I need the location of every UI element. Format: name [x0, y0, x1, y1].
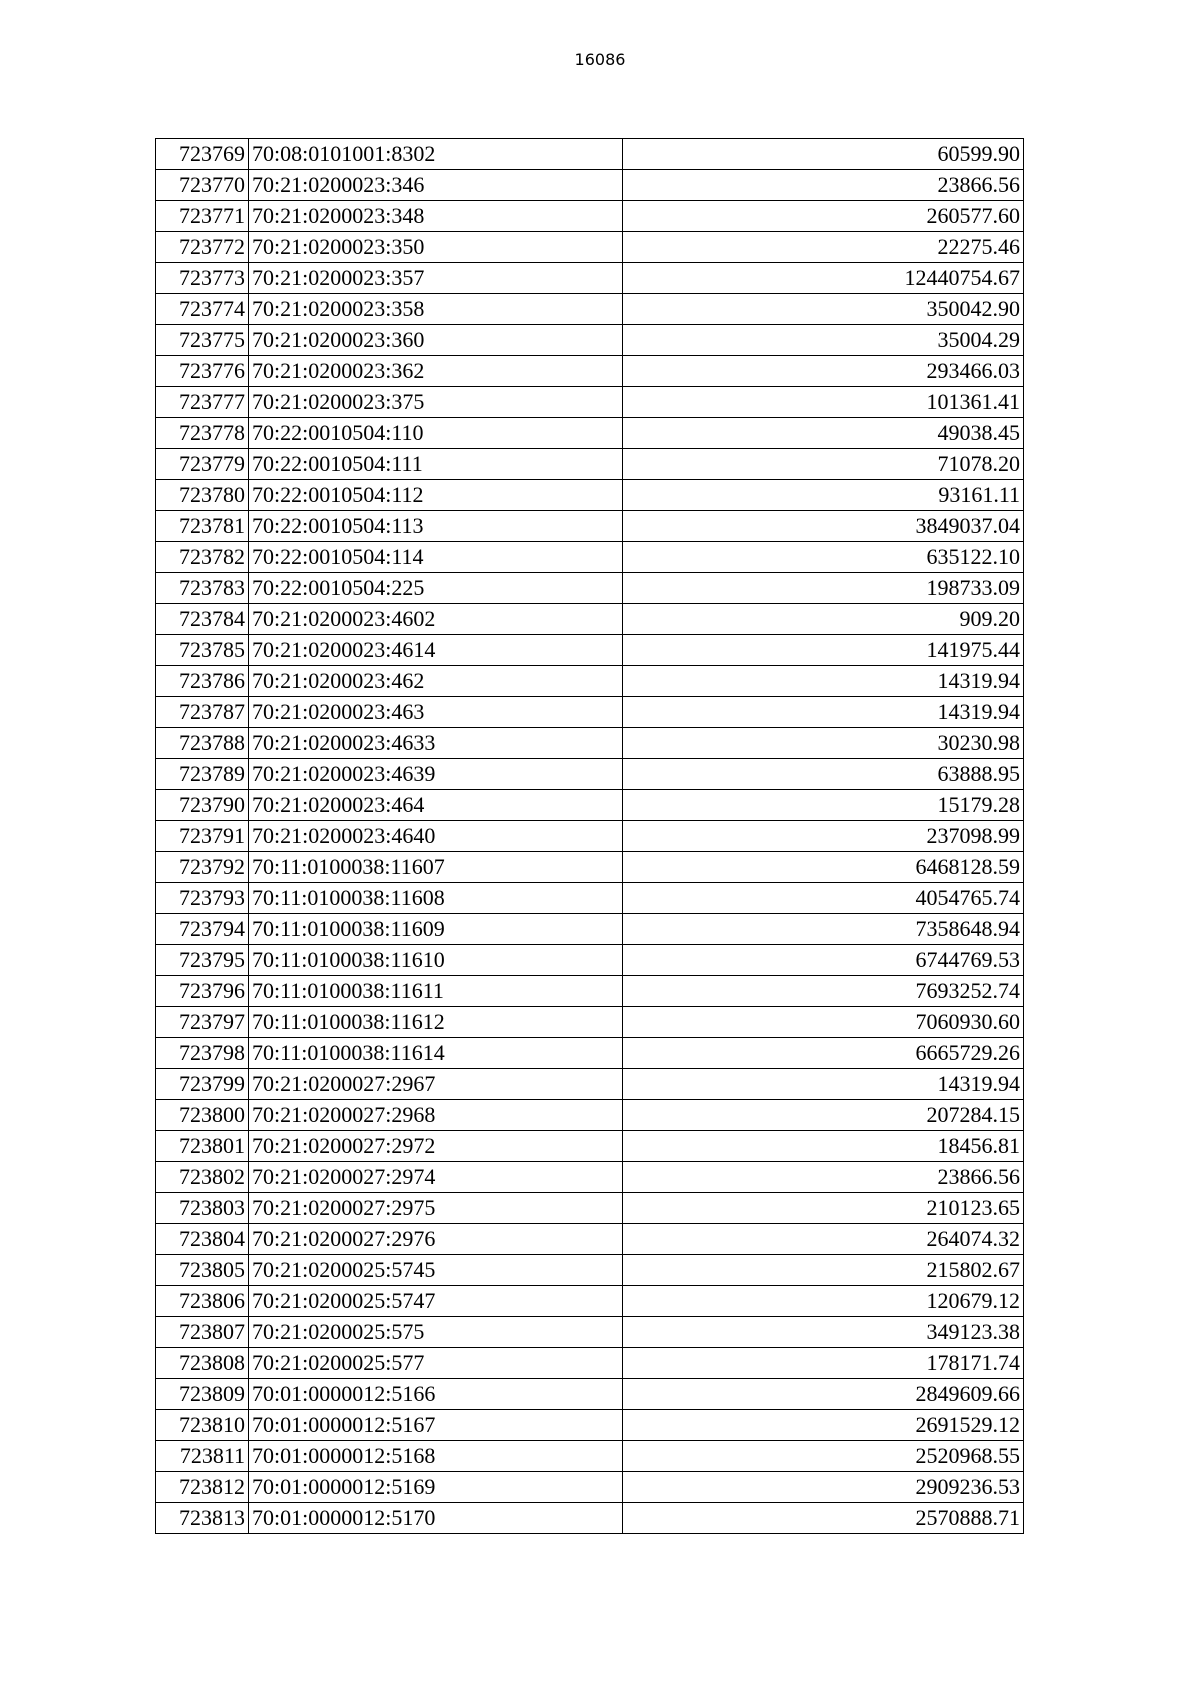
value-cell: 18456.81 [623, 1131, 1024, 1162]
table-row [156, 1162, 1024, 1193]
row-number-cell: 723791 [156, 821, 249, 852]
cadastral-number-cell: 70:21:0200023:360 [249, 325, 623, 356]
value-cell: 49038.45 [623, 418, 1024, 449]
value-cell: 71078.20 [623, 449, 1024, 480]
cadastral-number-cell: 70:21:0200023:375 [249, 387, 623, 418]
cadastral-number-cell: 70:11:0100038:11610 [249, 945, 623, 976]
row-number-cell: 723780 [156, 480, 249, 511]
table-row [156, 1441, 1024, 1472]
table-row [156, 728, 1024, 759]
value-cell: 14319.94 [623, 1069, 1024, 1100]
table-row [156, 666, 1024, 697]
cadastral-number-cell: 70:22:0010504:113 [249, 511, 623, 542]
table-row [156, 914, 1024, 945]
row-number-cell: 723794 [156, 914, 249, 945]
table-row [156, 945, 1024, 976]
table-row [156, 635, 1024, 666]
cadastral-number-cell: 70:21:0200027:2975 [249, 1193, 623, 1224]
value-cell: 293466.03 [623, 356, 1024, 387]
cadastral-number-cell: 70:21:0200027:2972 [249, 1131, 623, 1162]
table-row [156, 511, 1024, 542]
table-row [156, 263, 1024, 294]
table-row [156, 1069, 1024, 1100]
value-cell: 7060930.60 [623, 1007, 1024, 1038]
value-cell: 178171.74 [623, 1348, 1024, 1379]
row-number-cell: 723808 [156, 1348, 249, 1379]
row-number-cell: 723779 [156, 449, 249, 480]
table-row [156, 294, 1024, 325]
cadastral-number-cell: 70:01:0000012:5167 [249, 1410, 623, 1441]
cadastral-number-cell: 70:21:0200023:463 [249, 697, 623, 728]
cadastral-number-cell: 70:11:0100038:11614 [249, 1038, 623, 1069]
cadastral-number-cell: 70:11:0100038:11612 [249, 1007, 623, 1038]
value-cell: 2909236.53 [623, 1472, 1024, 1503]
row-number-cell: 723811 [156, 1441, 249, 1472]
page-number: 16086 [574, 50, 626, 69]
cadastral-number-cell: 70:01:0000012:5169 [249, 1472, 623, 1503]
value-cell: 7693252.74 [623, 976, 1024, 1007]
table-row [156, 573, 1024, 604]
cadastral-number-cell: 70:01:0000012:5170 [249, 1503, 623, 1534]
value-cell: 4054765.74 [623, 883, 1024, 914]
cadastral-number-cell: 70:22:0010504:225 [249, 573, 623, 604]
table-row [156, 170, 1024, 201]
cadastral-number-cell: 70:22:0010504:110 [249, 418, 623, 449]
table-row [156, 1007, 1024, 1038]
row-number-cell: 723775 [156, 325, 249, 356]
table-row [156, 1286, 1024, 1317]
value-cell: 30230.98 [623, 728, 1024, 759]
cadastral-number-cell: 70:21:0200023:4602 [249, 604, 623, 635]
value-cell: 6744769.53 [623, 945, 1024, 976]
row-number-cell: 723778 [156, 418, 249, 449]
row-number-cell: 723803 [156, 1193, 249, 1224]
cadastral-number-cell: 70:21:0200023:4633 [249, 728, 623, 759]
table-row [156, 201, 1024, 232]
row-number-cell: 723805 [156, 1255, 249, 1286]
table-row [156, 976, 1024, 1007]
cadastral-number-cell: 70:22:0010504:112 [249, 480, 623, 511]
value-cell: 2520968.55 [623, 1441, 1024, 1472]
table-row [156, 1317, 1024, 1348]
table-row [156, 883, 1024, 914]
cadastral-number-cell: 70:21:0200023:358 [249, 294, 623, 325]
table-body [156, 139, 1024, 1534]
row-number-cell: 723813 [156, 1503, 249, 1534]
cadastral-value-table [155, 138, 1024, 1534]
cadastral-number-cell: 70:21:0200023:357 [249, 263, 623, 294]
table-row [156, 1100, 1024, 1131]
value-cell: 6468128.59 [623, 852, 1024, 883]
cadastral-number-cell: 70:22:0010504:114 [249, 542, 623, 573]
table-row [156, 1348, 1024, 1379]
cadastral-number-cell: 70:21:0200027:2967 [249, 1069, 623, 1100]
table-row [156, 480, 1024, 511]
cadastral-number-cell: 70:21:0200023:4640 [249, 821, 623, 852]
row-number-cell: 723807 [156, 1317, 249, 1348]
row-number-cell: 723804 [156, 1224, 249, 1255]
cadastral-number-cell: 70:21:0200025:5745 [249, 1255, 623, 1286]
value-cell: 14319.94 [623, 666, 1024, 697]
value-cell: 23866.56 [623, 1162, 1024, 1193]
table-row [156, 1472, 1024, 1503]
row-number-cell: 723800 [156, 1100, 249, 1131]
row-number-cell: 723788 [156, 728, 249, 759]
value-cell: 120679.12 [623, 1286, 1024, 1317]
row-number-cell: 723782 [156, 542, 249, 573]
value-cell: 23866.56 [623, 170, 1024, 201]
table-row [156, 1379, 1024, 1410]
row-number-cell: 723784 [156, 604, 249, 635]
row-number-cell: 723770 [156, 170, 249, 201]
cadastral-number-cell: 70:21:0200023:464 [249, 790, 623, 821]
value-cell: 101361.41 [623, 387, 1024, 418]
value-cell: 15179.28 [623, 790, 1024, 821]
value-cell: 2691529.12 [623, 1410, 1024, 1441]
row-number-cell: 723797 [156, 1007, 249, 1038]
cadastral-number-cell: 70:22:0010504:111 [249, 449, 623, 480]
row-number-cell: 723806 [156, 1286, 249, 1317]
cadastral-number-cell: 70:21:0200025:575 [249, 1317, 623, 1348]
row-number-cell: 723781 [156, 511, 249, 542]
value-cell: 350042.90 [623, 294, 1024, 325]
table-row [156, 325, 1024, 356]
row-number-cell: 723771 [156, 201, 249, 232]
row-number-cell: 723776 [156, 356, 249, 387]
table-row [156, 139, 1024, 170]
row-number-cell: 723795 [156, 945, 249, 976]
row-number-cell: 723812 [156, 1472, 249, 1503]
row-number-cell: 723802 [156, 1162, 249, 1193]
table-row [156, 790, 1024, 821]
row-number-cell: 723785 [156, 635, 249, 666]
cadastral-number-cell: 70:21:0200025:5747 [249, 1286, 623, 1317]
row-number-cell: 723789 [156, 759, 249, 790]
cadastral-number-cell: 70:21:0200023:462 [249, 666, 623, 697]
row-number-cell: 723801 [156, 1131, 249, 1162]
table-row [156, 1193, 1024, 1224]
value-cell: 237098.99 [623, 821, 1024, 852]
cadastral-number-cell: 70:21:0200023:4614 [249, 635, 623, 666]
cadastral-number-cell: 70:21:0200025:577 [249, 1348, 623, 1379]
cadastral-number-cell: 70:21:0200023:346 [249, 170, 623, 201]
row-number-cell: 723786 [156, 666, 249, 697]
row-number-cell: 723777 [156, 387, 249, 418]
cadastral-number-cell: 70:11:0100038:11607 [249, 852, 623, 883]
table-row [156, 1131, 1024, 1162]
row-number-cell: 723799 [156, 1069, 249, 1100]
value-cell: 264074.32 [623, 1224, 1024, 1255]
value-cell: 198733.09 [623, 573, 1024, 604]
cadastral-number-cell: 70:21:0200023:348 [249, 201, 623, 232]
cadastral-number-cell: 70:21:0200027:2974 [249, 1162, 623, 1193]
table-row [156, 821, 1024, 852]
value-cell: 207284.15 [623, 1100, 1024, 1131]
cadastral-number-cell: 70:21:0200023:362 [249, 356, 623, 387]
cadastral-number-cell: 70:11:0100038:11608 [249, 883, 623, 914]
row-number-cell: 723769 [156, 139, 249, 170]
cadastral-number-cell: 70:01:0000012:5168 [249, 1441, 623, 1472]
row-number-cell: 723783 [156, 573, 249, 604]
cadastral-number-cell: 70:21:0200027:2976 [249, 1224, 623, 1255]
table-row [156, 232, 1024, 263]
value-cell: 349123.38 [623, 1317, 1024, 1348]
value-cell: 2570888.71 [623, 1503, 1024, 1534]
value-cell: 35004.29 [623, 325, 1024, 356]
value-cell: 909.20 [623, 604, 1024, 635]
cadastral-number-cell: 70:21:0200023:4639 [249, 759, 623, 790]
row-number-cell: 723810 [156, 1410, 249, 1441]
row-number-cell: 723798 [156, 1038, 249, 1069]
value-cell: 7358648.94 [623, 914, 1024, 945]
value-cell: 12440754.67 [623, 263, 1024, 294]
value-cell: 141975.44 [623, 635, 1024, 666]
table-row [156, 542, 1024, 573]
row-number-cell: 723790 [156, 790, 249, 821]
table-row [156, 1038, 1024, 1069]
value-cell: 2849609.66 [623, 1379, 1024, 1410]
cadastral-number-cell: 70:01:0000012:5166 [249, 1379, 623, 1410]
table-row [156, 697, 1024, 728]
value-cell: 3849037.04 [623, 511, 1024, 542]
table-row [156, 1503, 1024, 1534]
row-number-cell: 723793 [156, 883, 249, 914]
cadastral-number-cell: 70:08:0101001:8302 [249, 139, 623, 170]
row-number-cell: 723774 [156, 294, 249, 325]
table-row [156, 1224, 1024, 1255]
row-number-cell: 723809 [156, 1379, 249, 1410]
row-number-cell: 723792 [156, 852, 249, 883]
value-cell: 93161.11 [623, 480, 1024, 511]
table-row [156, 1410, 1024, 1441]
cadastral-number-cell: 70:21:0200023:350 [249, 232, 623, 263]
value-cell: 6665729.26 [623, 1038, 1024, 1069]
row-number-cell: 723787 [156, 697, 249, 728]
value-cell: 63888.95 [623, 759, 1024, 790]
table-row [156, 418, 1024, 449]
value-cell: 635122.10 [623, 542, 1024, 573]
cadastral-number-cell: 70:21:0200027:2968 [249, 1100, 623, 1131]
row-number-cell: 723796 [156, 976, 249, 1007]
value-cell: 210123.65 [623, 1193, 1024, 1224]
value-cell: 22275.46 [623, 232, 1024, 263]
row-number-cell: 723772 [156, 232, 249, 263]
table-row [156, 759, 1024, 790]
cadastral-number-cell: 70:11:0100038:11611 [249, 976, 623, 1007]
table-row [156, 604, 1024, 635]
table-row [156, 1255, 1024, 1286]
value-cell: 215802.67 [623, 1255, 1024, 1286]
table-row [156, 356, 1024, 387]
cadastral-number-cell: 70:11:0100038:11609 [249, 914, 623, 945]
value-cell: 260577.60 [623, 201, 1024, 232]
row-number-cell: 723773 [156, 263, 249, 294]
table-row [156, 449, 1024, 480]
table-row [156, 852, 1024, 883]
table-row [156, 387, 1024, 418]
value-cell: 14319.94 [623, 697, 1024, 728]
value-cell: 60599.90 [623, 139, 1024, 170]
